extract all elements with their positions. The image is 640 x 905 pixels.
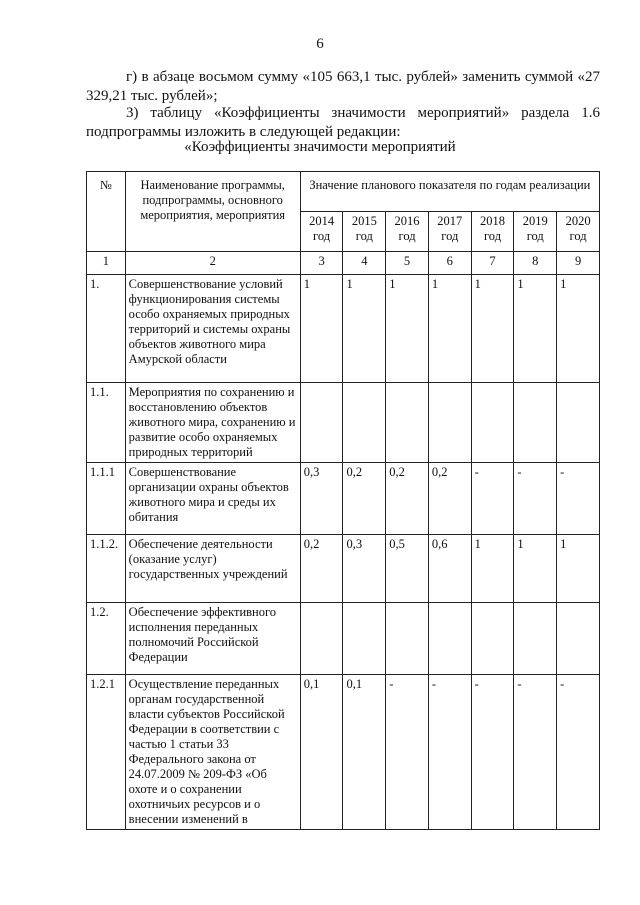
column-index: 6	[428, 252, 471, 275]
header-num: №	[87, 172, 126, 252]
header-name: Наименование программы, подпрограммы, основного мероприятия, мероприятия	[125, 172, 300, 252]
row-value: -	[471, 675, 514, 830]
row-value	[471, 383, 514, 463]
row-value: -	[386, 675, 429, 830]
table-title: «Коэффициенты значимости мероприятий	[184, 139, 456, 155]
row-name: Мероприятия по сохранению и восстановлению объектов животного мира, сохранению и развитие особо охраняемых природных территорий	[125, 383, 300, 463]
header-year: 2014 год	[300, 212, 343, 252]
row-value: 0,2	[386, 463, 429, 535]
row-number: 1.1.2.	[87, 535, 126, 603]
column-index: 4	[343, 252, 386, 275]
column-index: 5	[386, 252, 429, 275]
table-row	[87, 275, 600, 383]
row-value: 0,2	[428, 463, 471, 535]
row-value: 0,1	[300, 675, 343, 830]
row-name: Обеспечение эффективного исполнения переданных полномочий Российской Федерации	[125, 603, 300, 675]
row-value	[557, 383, 600, 463]
table-row	[87, 603, 600, 675]
header-year: 2019 год	[514, 212, 557, 252]
row-value: -	[428, 675, 471, 830]
table-row	[87, 463, 600, 535]
column-index: 2	[125, 252, 300, 275]
header-year: 2015 год	[343, 212, 386, 252]
row-value: 1	[471, 275, 514, 383]
column-index: 3	[300, 252, 343, 275]
significance-coefficients-table	[86, 171, 600, 830]
column-index: 9	[557, 252, 600, 275]
row-value: -	[557, 675, 600, 830]
row-number: 1.1.1	[87, 463, 126, 535]
row-value: 0,1	[343, 675, 386, 830]
row-value	[343, 603, 386, 675]
row-value: 1	[471, 535, 514, 603]
row-value	[428, 603, 471, 675]
row-value: 0,2	[300, 535, 343, 603]
row-value: 1	[557, 275, 600, 383]
row-name: Совершенствование организации охраны объектов животного мира и среды их обитания	[125, 463, 300, 535]
row-name: Обеспечение деятельности (оказание услуг) государственных учреждений	[125, 535, 300, 603]
paragraph-table-replacement: 3) таблицу «Коэффициенты значимости мероприятий» раздела 1.6 подпрограммы изложить в следующей редакции:	[86, 105, 600, 140]
row-value	[300, 383, 343, 463]
row-value: 0,5	[386, 535, 429, 603]
row-number: 1.2.	[87, 603, 126, 675]
row-value: 0,2	[343, 463, 386, 535]
row-value	[557, 603, 600, 675]
row-value: -	[514, 463, 557, 535]
column-index: 7	[471, 252, 514, 275]
row-value	[514, 383, 557, 463]
row-value	[386, 383, 429, 463]
table-row	[87, 535, 600, 603]
row-number: 1.1.	[87, 383, 126, 463]
row-value: 1	[557, 535, 600, 603]
column-index: 8	[514, 252, 557, 275]
header-plan-values: Значение планового показателя по годам реализации	[300, 172, 599, 212]
row-value: 1	[386, 275, 429, 383]
row-value: -	[514, 675, 557, 830]
row-value: 0,6	[428, 535, 471, 603]
row-value: 1	[514, 535, 557, 603]
row-number: 1.2.1	[87, 675, 126, 830]
column-index: 1	[87, 252, 126, 275]
row-value	[300, 603, 343, 675]
table-row	[87, 675, 600, 830]
row-value: 1	[300, 275, 343, 383]
table-row	[87, 383, 600, 463]
row-value	[514, 603, 557, 675]
header-year: 2017 год	[428, 212, 471, 252]
row-value: 1	[514, 275, 557, 383]
row-value	[343, 383, 386, 463]
column-index-row	[87, 252, 600, 275]
header-year: 2018 год	[471, 212, 514, 252]
row-value	[471, 603, 514, 675]
row-value: 1	[343, 275, 386, 383]
page-number: 6	[316, 36, 324, 52]
row-value: 1	[428, 275, 471, 383]
row-number: 1.	[87, 275, 126, 383]
header-year: 2020 год	[557, 212, 600, 252]
row-value	[386, 603, 429, 675]
header-year: 2016 год	[386, 212, 429, 252]
row-value: 0,3	[343, 535, 386, 603]
row-name: Осуществление переданных органам государственной власти субъектов Российской Федерации в соответствии с частью 1 статьи 33 Федерального закона от 24.07.2009 № 209-ФЗ «Об охоте и о сохранении охотничьих ресурсов и о внесении изменений в	[125, 675, 300, 830]
row-value: -	[471, 463, 514, 535]
row-value: -	[557, 463, 600, 535]
row-value	[428, 383, 471, 463]
row-name: Совершенствование условий функционирования системы особо охраняемых природных территорий и системы охраны объектов животного мира Амурской области	[125, 275, 300, 383]
paragraph-amount-change: г) в абзаце восьмом сумму «105 663,1 тыс. рублей» заменить суммой «27 329,21 тыс. рублей»;	[86, 69, 600, 104]
row-value: 0,3	[300, 463, 343, 535]
